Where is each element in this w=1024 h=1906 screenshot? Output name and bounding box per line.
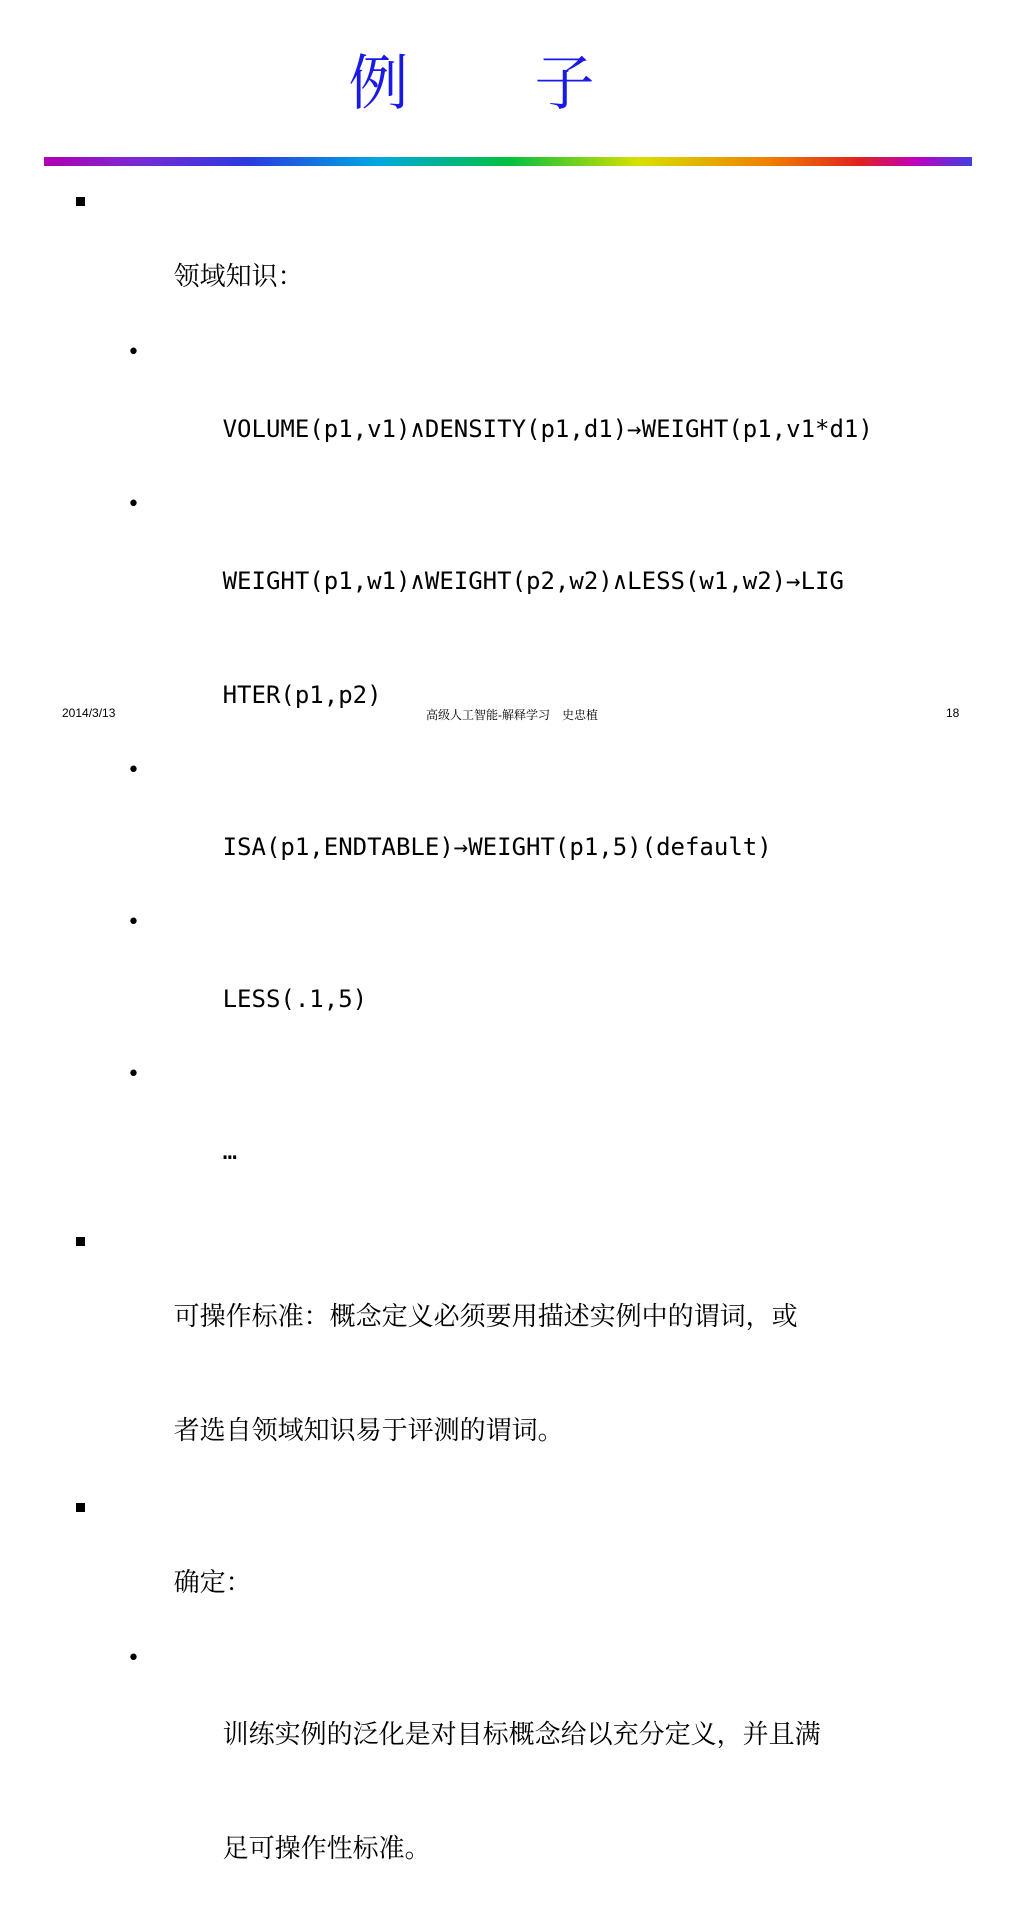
determine-line-1: 训练实例的泛化是对目标概念给以充分定义，并且满	[222, 1720, 821, 1750]
dot-bullet-icon: •	[127, 1062, 140, 1087]
dot-bullet-icon: •	[127, 1646, 140, 1671]
rule-weight-lighter: WEIGHT(p1,w1)∧WEIGHT(p2,w2)∧LESS(w1,w2)→LIG	[222, 567, 844, 595]
determine-label: 确定：	[173, 1568, 252, 1598]
domain-knowledge-label: 领域知识：	[173, 262, 304, 292]
bullet-operational-criterion-continued	[0, 1374, 1024, 1488]
bullet-determine	[0, 1488, 1024, 1640]
rule-isa-endtable: ISA(p1,ENDTABLE)→WEIGHT(p1,5)(default)	[222, 833, 772, 861]
sub-bullet-1	[0, 334, 1024, 486]
dot-bullet-icon: •	[127, 910, 140, 935]
footer-date: 2014/3/13	[62, 706, 116, 720]
operational-criterion-line-1: 可操作标准：概念定义必须要用描述实例中的谓词，或	[173, 1302, 798, 1332]
slide-body	[0, 182, 1024, 1906]
sub-bullet-3	[0, 752, 1024, 904]
rule-less: LESS(.1,5)	[222, 985, 368, 1013]
square-bullet-icon	[76, 197, 85, 206]
dot-bullet-icon: •	[127, 492, 140, 517]
sub-bullet-5	[0, 1056, 1024, 1208]
square-bullet-icon	[76, 1237, 85, 1246]
title-divider	[44, 157, 972, 166]
dot-bullet-icon: •	[127, 758, 140, 783]
rule-ellipsis: …	[222, 1137, 238, 1165]
operational-criterion-line-2: 者选自领域知识易于评测的谓词。	[173, 1416, 564, 1446]
sub-bullet-2-continued	[0, 638, 1024, 752]
determine-line-2: 足可操作性标准。	[222, 1834, 431, 1864]
slide-title: 例 子	[348, 49, 597, 119]
square-bullet-icon	[76, 1503, 85, 1512]
sub-bullet-determine-continued	[0, 1792, 1024, 1906]
footer-title: 高级人工智能-解释学习 史忠植	[426, 708, 598, 722]
footer-page-number: 18	[946, 706, 960, 720]
sub-bullet-2	[0, 486, 1024, 638]
bullet-domain-knowledge	[0, 182, 1024, 334]
dot-bullet-icon: •	[127, 340, 140, 365]
rule-weight-lighter-continued: HTER(p1,p2)	[222, 681, 382, 709]
bullet-operational-criterion	[0, 1222, 1024, 1374]
rule-volume-density: VOLUME(p1,v1)∧DENSITY(p1,d1)→WEIGHT(p1,v1*d1)	[222, 415, 873, 443]
sub-bullet-4	[0, 904, 1024, 1056]
sub-bullet-determine	[0, 1640, 1024, 1792]
